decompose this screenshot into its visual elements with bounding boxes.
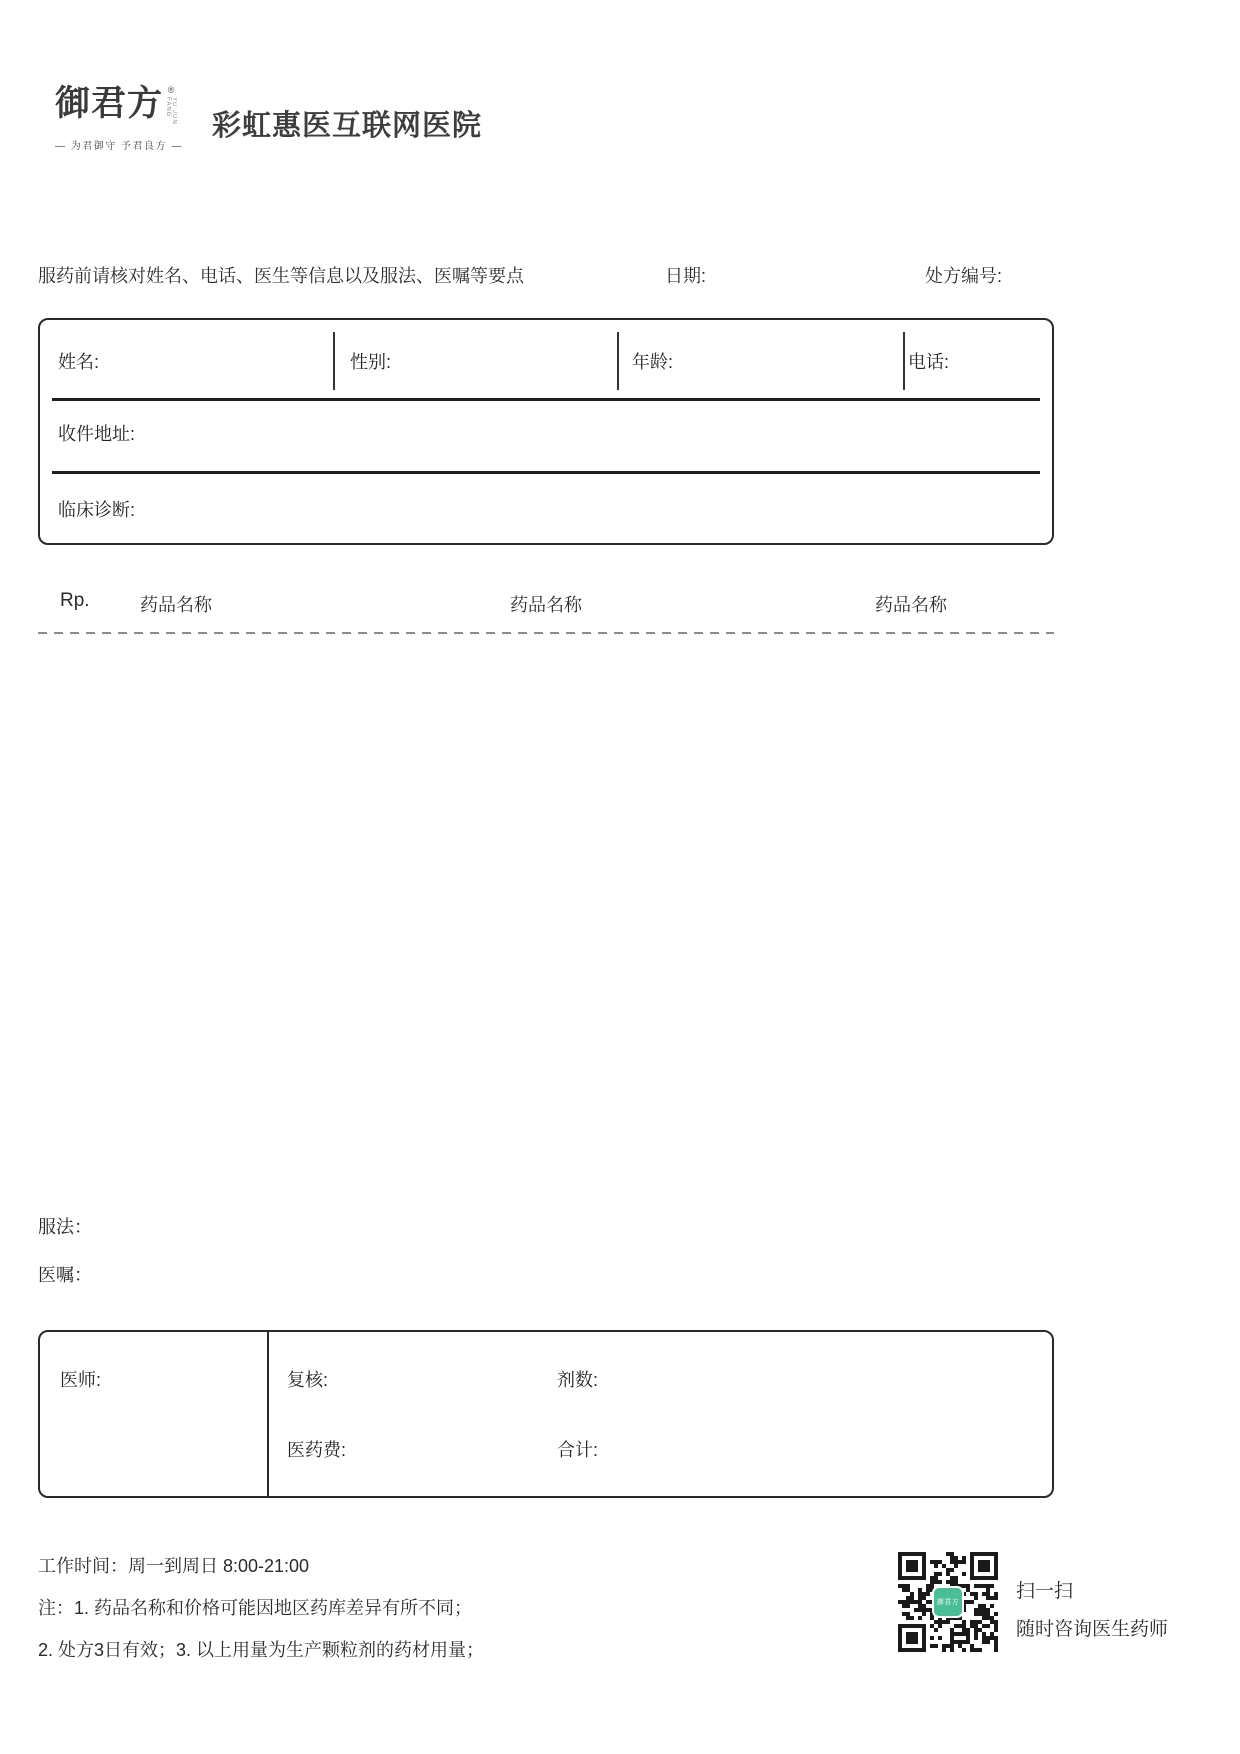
date-label: 日期: <box>665 266 707 286</box>
brand-tagline: — 为君御守 予君良方 — <box>55 141 183 152</box>
column-divider <box>333 332 335 390</box>
review-label: 复核: <box>287 1370 329 1390</box>
brand-logo <box>55 83 195 152</box>
footer-note-line1: 注：1. 药品名称和价格可能因地区药库差异有所不同； <box>38 1598 473 1618</box>
drug-name-column-header: 药品名称 <box>510 595 582 615</box>
patient-row-basic <box>40 320 1052 398</box>
drug-name-column-header: 药品名称 <box>875 595 947 615</box>
rp-header-row <box>38 590 1054 622</box>
brand-logo-text: 御君方 <box>55 83 164 124</box>
drug-name-column-header: 药品名称 <box>140 595 212 615</box>
registered-trademark-icon: ® <box>167 85 175 95</box>
patient-age-label: 年龄: <box>632 352 674 372</box>
qr-center-logo <box>932 1586 964 1618</box>
scan-qr-subtitle: 随时咨询医生药师 <box>1016 1619 1169 1640</box>
doctor-advice-label: 医嘱： <box>38 1265 92 1285</box>
check-reminder-text: 服药前请核对姓名、电话、医生等信息以及服法、医嘱等要点 <box>38 266 524 286</box>
footer-note-line2: 2. 处方3日有效；3. 以上用量为生产颗粒剂的药材用量； <box>38 1640 485 1660</box>
shipping-address-label: 收件地址: <box>58 424 136 444</box>
column-divider <box>267 1332 269 1496</box>
dose-count-label: 剂数: <box>557 1370 599 1390</box>
brand-logo-pinyin: YU JUN FANG <box>165 97 178 125</box>
column-divider <box>617 332 619 390</box>
column-divider <box>903 332 905 390</box>
qr-center-label: 御君方 <box>936 1599 960 1606</box>
brand-logo-main <box>55 83 195 131</box>
notice-row <box>0 262 1240 292</box>
patient-info-box <box>38 318 1054 545</box>
rx-number-label: 处方编号: <box>925 266 1003 286</box>
row-divider <box>52 398 1040 401</box>
dashed-separator <box>38 632 1054 634</box>
working-hours-text: 工作时间：周一到周日 8:00-21:00 <box>38 1556 310 1576</box>
qr-code <box>898 1552 998 1652</box>
patient-phone-label: 电话: <box>908 352 950 372</box>
signoff-box <box>38 1330 1054 1498</box>
hospital-title: 彩虹惠医互联网医院 <box>212 110 483 142</box>
medicine-fee-label: 医药费: <box>287 1440 347 1460</box>
usage-method-label: 服法： <box>38 1217 92 1237</box>
patient-name-label: 姓名: <box>58 352 100 372</box>
clinical-diagnosis-label: 临床诊断: <box>58 500 136 520</box>
scan-qr-label: 扫一扫 <box>1016 1581 1074 1602</box>
patient-gender-label: 性别: <box>350 352 392 372</box>
total-label: 合计: <box>557 1440 599 1460</box>
physician-label: 医师: <box>60 1370 102 1390</box>
rp-label: Rp. <box>60 590 90 611</box>
brand-logo-side <box>165 86 177 131</box>
row-divider <box>52 471 1040 474</box>
